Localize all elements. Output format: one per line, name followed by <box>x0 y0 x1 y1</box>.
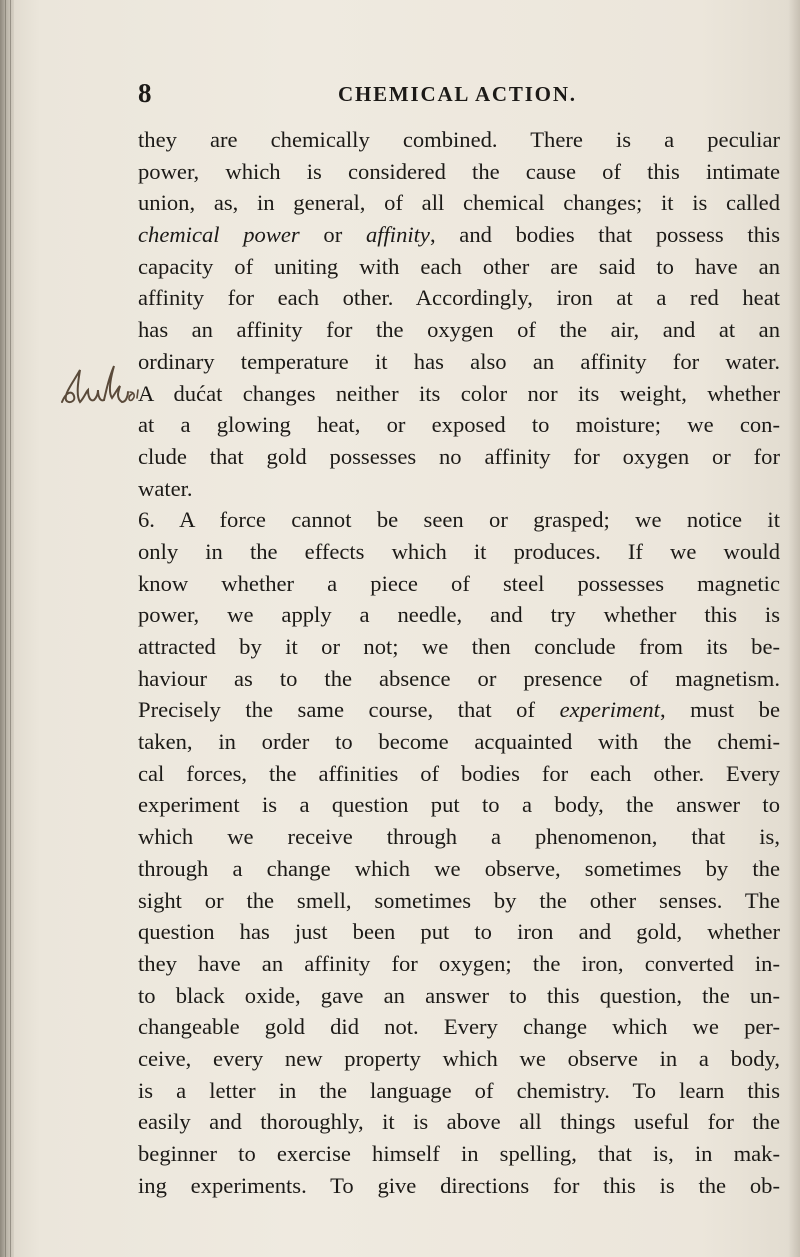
italic-term: affinity <box>365 222 430 248</box>
page-header <box>138 78 778 118</box>
page-edge-shadow <box>788 0 800 1257</box>
text-line <box>138 726 780 758</box>
text-line <box>138 694 780 726</box>
text-run: Precisely the same course, that of <box>138 697 560 723</box>
text-line <box>138 346 780 378</box>
text-run: power, we apply a needle, and try whether this is <box>138 602 780 628</box>
text-line <box>138 758 780 790</box>
text-line <box>138 980 780 1012</box>
text-run: cal forces, the affinities of bodies for each other. Every <box>138 760 780 786</box>
text-run: clude that gold possesses no affinity for oxygen or for <box>138 443 780 469</box>
text-line <box>138 789 780 821</box>
text-line <box>138 1106 780 1138</box>
running-head: CHEMICAL ACTION. <box>338 82 577 106</box>
margin-note-stroke <box>129 390 138 400</box>
text-line <box>138 251 780 283</box>
text-run: taken, in order to become acquainted with the chemi- <box>138 729 780 755</box>
text-line <box>138 1011 780 1043</box>
text-line <box>138 156 780 188</box>
text-run: union, as, in general, of all chemical changes; it is called <box>138 190 780 216</box>
text-run: at a glowing heat, or exposed to moisture; we con- <box>138 412 780 438</box>
text-line <box>138 473 780 505</box>
text-line <box>138 536 780 568</box>
margin-note-stroke <box>104 366 128 402</box>
text-run: , must be <box>659 697 780 723</box>
text-run: changeable gold did not. Every change which we per- <box>138 1014 780 1040</box>
page-gutter <box>0 0 14 1257</box>
text-run: question has just been put to iron and gold, whether <box>138 919 780 945</box>
page-number: 8 <box>138 78 152 108</box>
text-line <box>138 441 780 473</box>
text-run: to black oxide, gave an answer to this question, the un- <box>138 982 780 1008</box>
handwritten-margin-note <box>58 362 140 408</box>
text-run: power, which is considered the cause of this intimate <box>138 158 780 184</box>
text-line <box>138 599 780 631</box>
text-line <box>138 631 780 663</box>
text-run: ordinary temperature it has also an affinity for water. <box>138 348 780 374</box>
text-run: which we receive through a phenomenon, that is, <box>138 824 780 850</box>
italic-term: experiment <box>559 697 660 723</box>
text-line <box>138 1170 780 1202</box>
text-run: capacity of uniting with each other are said to have an <box>138 253 780 279</box>
text-line <box>138 314 780 346</box>
text-run: is a letter in the language of chemistry. To learn this <box>138 1077 780 1103</box>
text-run: affinity for each other. Accordingly, iron at a red heat <box>138 285 780 311</box>
text-run: only in the effects which it produces. If we would <box>138 538 780 564</box>
text-run: 6. A force cannot be seen or grasped; we notice it <box>138 507 780 533</box>
text-run: haviour as to the absence or presence of magnetism. <box>138 665 780 691</box>
text-line <box>138 1043 780 1075</box>
text-line <box>138 124 780 156</box>
body-text <box>138 124 780 1201</box>
gutter-line <box>10 0 11 1257</box>
text-line <box>138 378 780 410</box>
gutter-line <box>5 0 6 1257</box>
text-run: experiment is a question put to a body, the answer to <box>138 792 780 818</box>
text-run: , and bodies that possess this <box>429 222 781 248</box>
text-line <box>138 409 780 441</box>
italic-term: chemical power <box>138 222 300 248</box>
text-run: attracted by it or not; we then conclude from its be- <box>138 634 780 659</box>
text-line <box>138 821 780 853</box>
text-run: easily and thoroughly, it is above all things useful for the <box>138 1109 780 1135</box>
text-line <box>138 853 780 885</box>
text-run: beginner to exercise himself in spelling, that is, in mak- <box>138 1141 780 1166</box>
text-run: A dućat changes neither its color nor its weight, whether <box>138 380 780 406</box>
text-run: ceive, every new property which we observe in a body, <box>138 1045 780 1071</box>
text-run: know whether a piece of steel possesses magnetic <box>138 570 780 596</box>
text-line <box>138 663 780 695</box>
text-run: through a change which we observe, sometimes by the <box>138 855 780 881</box>
text-run: they have an affinity for oxygen; the iron, converted in- <box>138 950 780 976</box>
text-line <box>138 916 780 948</box>
text-run: they are chemically combined. There is a peculiar <box>138 127 780 152</box>
text-line <box>138 187 780 219</box>
text-run: water. <box>138 475 193 501</box>
text-run: or <box>299 222 366 248</box>
text-line <box>138 568 780 600</box>
margin-note-stroke <box>62 370 104 402</box>
text-line <box>138 948 780 980</box>
text-run: sight or the smell, sometimes by the other senses. The <box>138 887 780 913</box>
text-line <box>138 219 780 251</box>
text-line <box>138 1075 780 1107</box>
text-line <box>138 282 780 314</box>
text-run: has an affinity for the oxygen of the air, and at an <box>138 317 780 343</box>
text-line <box>138 885 780 917</box>
text-line <box>138 1138 780 1170</box>
text-line <box>138 504 780 536</box>
text-run: ing experiments. To give directions for this is the ob- <box>138 1172 780 1198</box>
